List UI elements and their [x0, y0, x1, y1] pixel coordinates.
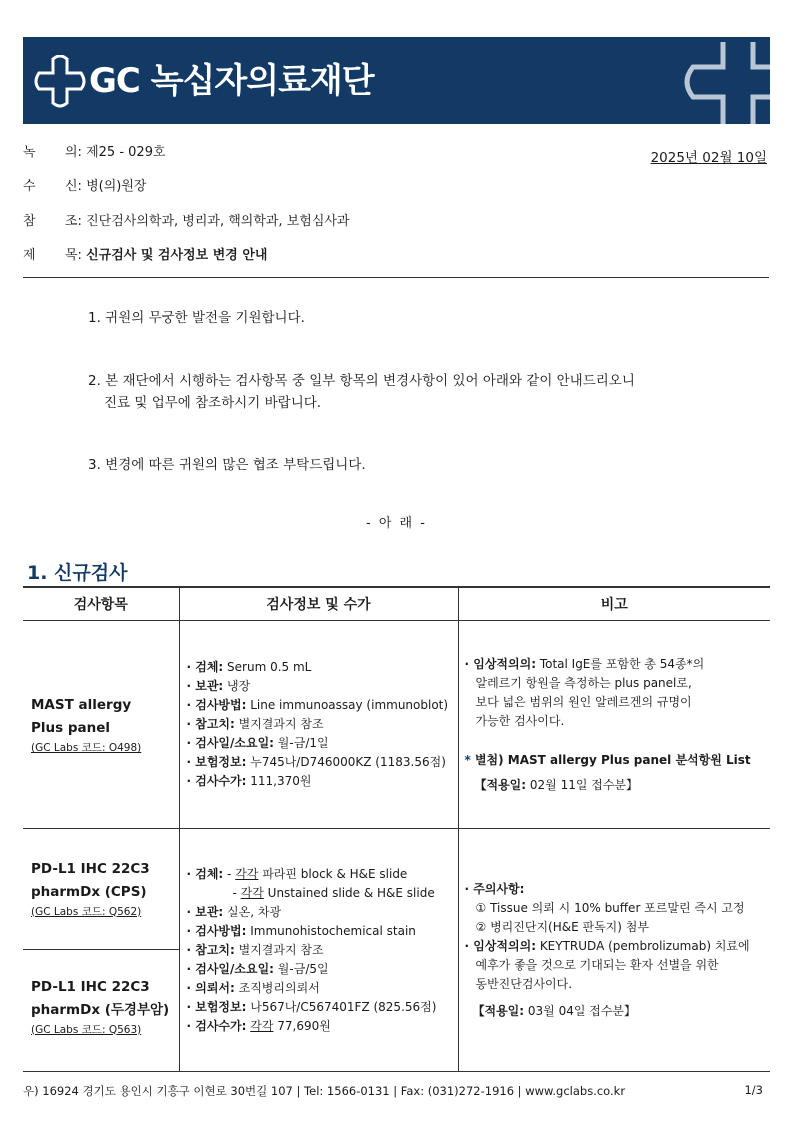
remarks-cell: · 주의사항: ① Tissue 의뢰 시 10% buffer 포르말린 즉시 고정 ② 병리진단지(H&E 판독지) 첨부 · 임상적의의: KEYTRUDA (pembrolizumab) 치료에 예후가 좋을 것으로 기대되는 환자 선별을 위한 동반진단검사이다. 【적용일: 03월 04일 접수분】 [458, 829, 770, 1072]
test-name-cell: PD-L1 IHC 22C3 pharmDx (CPS) (GC Labs 코드: Q562) PD-L1 IHC 22C3 pharmDx (두경부암) (GC Labs 코드: Q563) [23, 829, 179, 1072]
test-info-cell: · 검체: Serum 0.5 mL · 보관: 냉장 · 검사방법: Line immunoassay (immunoblot) · 참고치: 별지결과지 참조 · 검사일/소요일: 월-금/1일 · 보험정보: 누745나/D746000KZ (1183.56점) · 검사수가: 111,370원 [179, 621, 458, 829]
paragraph-3: 3. 변경에 따른 귀원의 많은 협조 부탁드립니다. [88, 457, 366, 473]
reference-line: 참 조: 진단검사의학과, 병리과, 핵의학과, 보험심사과 [23, 214, 350, 229]
below-marker: - 아 래 - [366, 516, 427, 531]
header-test-info: 검사정보 및 수가 [179, 587, 458, 621]
gc-cross-logo-icon [33, 55, 87, 109]
doc-number-line: 녹 의: 제25 - 029호 [23, 145, 166, 160]
table-row [23, 829, 770, 1072]
paragraph-1: 1. 귀원의 무궁한 발전을 기원합니다. [88, 310, 305, 326]
divider [23, 277, 769, 278]
organization-logo-text: GC 녹십자의료재단 [89, 61, 374, 101]
remarks-cell: · 임상적의의: Total IgE를 포함한 총 54종*의 알레르기 항원을 측정하는 plus panel로, 보다 넓은 범위의 원인 알레르겐의 규명이 가능한 검사이다. * 별첨) MAST allergy Plus panel 분석항원 List 【적용일: 02월 11일 접수분】 [458, 621, 770, 829]
footer [23, 1083, 763, 1099]
gc-labs-code: (GC Labs 코드: Q562) [31, 905, 142, 918]
document-date: 2025년 02월 10일 [650, 150, 767, 166]
section-title: 1. 신규검사 [27, 562, 128, 584]
attachment-note: 별첨) MAST allergy Plus panel 분석항원 List [470, 752, 751, 767]
reference: 진단검사의학과, 병리과, 핵의학과, 보험심사과 [86, 214, 350, 229]
recipient-line: 수 신: 병(의)원장 [23, 179, 147, 194]
table-row [23, 621, 770, 829]
new-tests-table [23, 586, 770, 1072]
header-remarks: 비고 [458, 587, 770, 621]
gc-labs-code: (GC Labs 코드: Q563) [31, 1023, 142, 1036]
footer-address: 우) 16924 경기도 용인시 기흥구 이현로 30번길 107 | Tel: 1566-0131 | Fax: (031)272-1916 | www.gclabs.co.kr [23, 1084, 626, 1098]
subject-line: 제 목: 신규검사 및 검사정보 변경 안내 [23, 248, 268, 263]
test-name-cell: MAST allergy Plus panel (GC Labs 코드: O498) [23, 621, 179, 829]
test-info-cell: · 검체: - 각각 파라핀 block & H&E slide - 각각 Unstained slide & H&E slide · 보관: 실온, 차광 · 검사방법: Immunohistochemical stain · 참고치: 별지결과지 참조 · 검사일/소요일: 월-금/5일 · 의뢰서: 조직병리의뢰서 · 보험정보: 나567나/C567401FZ (825.56점) · 검사수가: 각각 77,690원 [179, 829, 458, 1072]
subject: 신규검사 및 검사정보 변경 안내 [86, 248, 268, 263]
doc-number: 제25 - 029호 [86, 145, 166, 160]
paragraph-2: 2. 본 재단에서 시행하는 검사항목 중 일부 항목의 변경사항이 있어 아래와 같이 안내드리오니 진료 및 업무에 참조하시기 바랍니다. [88, 373, 635, 411]
gc-labs-code: (GC Labs 코드: O498) [31, 742, 142, 754]
letterhead-banner [23, 37, 770, 124]
recipient: 병(의)원장 [86, 179, 147, 194]
decorative-cross-icon [683, 42, 770, 124]
header-test-item: 검사항목 [23, 587, 179, 621]
page-number: 1/3 [744, 1083, 763, 1097]
